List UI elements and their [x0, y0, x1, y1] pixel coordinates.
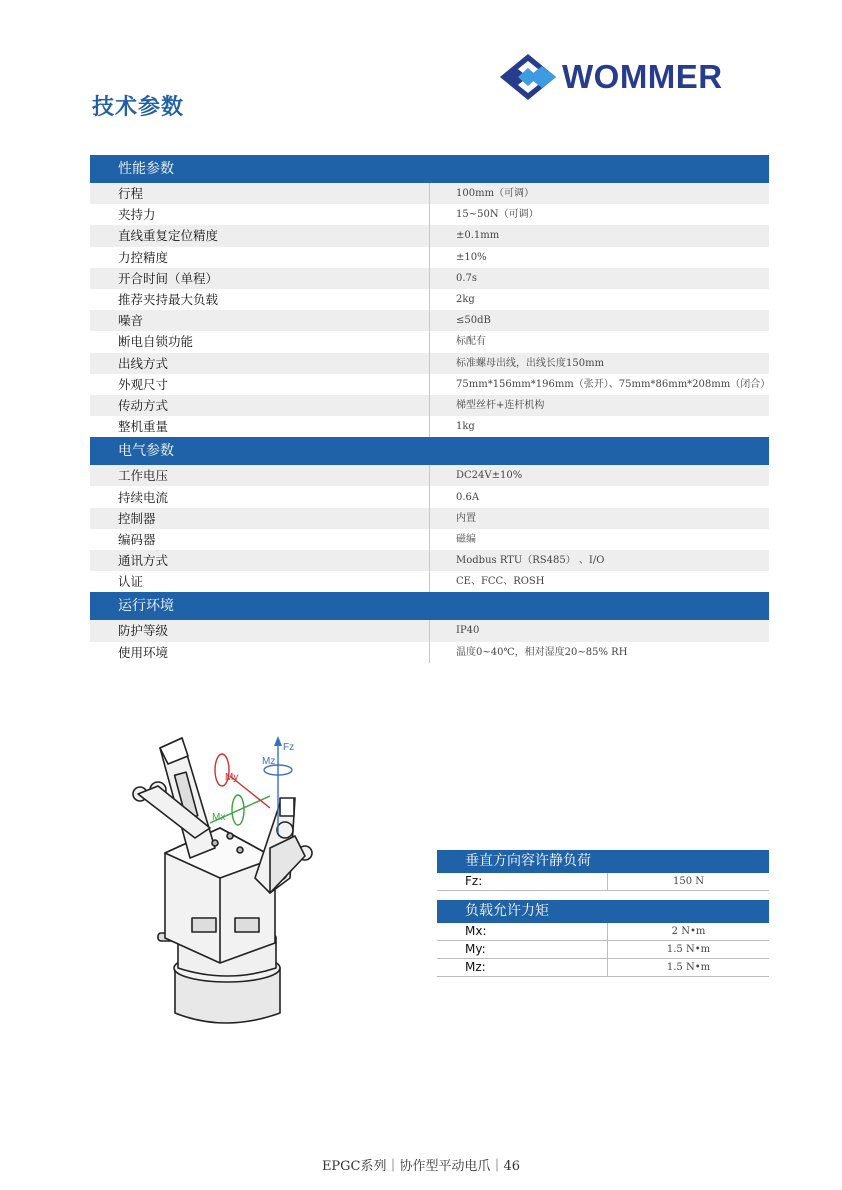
table-row: 推荐夹持最大负载 2kg — [90, 289, 769, 310]
table-row: 工作电压 DC24V±10% — [90, 465, 769, 486]
vertical-load-header: 垂直方向容许静负荷 — [437, 850, 769, 873]
table-row: Mz: 1.5 N•m — [437, 959, 769, 977]
table-row: 外观尺寸 75mm*156mm*196mm（张开）、75mm*86mm*208mm（闭合） — [90, 374, 769, 395]
table-row: 控制器 内置 — [90, 508, 769, 529]
table-row: 直线重复定位精度 ±0.1mm — [90, 225, 769, 246]
table-row: 传动方式 梯型丝杆+连杆机构 — [90, 395, 769, 416]
logo-mark-icon — [500, 52, 556, 102]
page-footer: EPGC系列｜协作型平动电爪｜46 — [321, 1159, 521, 1174]
table-row: 力控精度 ±10% — [90, 247, 769, 268]
table-row: 断电自锁功能 标配有 — [90, 331, 769, 352]
table-row: 整机重量 1kg — [90, 416, 769, 437]
table-row: My: 1.5 N•m — [437, 941, 769, 959]
table-row: 持续电流 0.6A — [90, 486, 769, 507]
gripper-illustration — [120, 728, 420, 1038]
my-label: My — [225, 772, 239, 783]
table-row: Fz: 150 N — [437, 873, 769, 891]
spec-table — [90, 155, 769, 663]
fz-label: Fz — [283, 742, 295, 753]
table-row: 出线方式 标准螺母出线，出线长度150mm — [90, 353, 769, 374]
table-row: 通讯方式 Modbus RTU（RS485） 、I/O — [90, 550, 769, 571]
table-row: 认证 CE、FCC、ROSH — [90, 571, 769, 592]
load-table — [437, 850, 769, 977]
section-header-performance: 性能参数 — [90, 155, 769, 183]
table-row: 夹持力 15~50N（可调） — [90, 204, 769, 225]
mz-label: Mz — [262, 756, 276, 767]
page-title: 技术参数 — [92, 95, 185, 120]
moment-header: 负载允许力矩 — [437, 900, 769, 923]
section-header-electrical: 电气参数 — [90, 437, 769, 465]
table-row: 开合时间（单程） 0.7s — [90, 268, 769, 289]
table-row: 噪音 ≤50dB — [90, 310, 769, 331]
table-row: 行程 100mm（可调） — [90, 183, 769, 204]
table-row: 编码器 磁编 — [90, 529, 769, 550]
brand-name: WOMMER — [562, 58, 723, 95]
table-row: 使用环境 温度0~40℃，相对湿度20~85% RH — [90, 642, 769, 663]
table-row: Mx: 2 N•m — [437, 923, 769, 941]
mx-label: Mx — [212, 812, 226, 823]
table-row: 防护等级 IP40 — [90, 620, 769, 641]
section-header-environment: 运行环境 — [90, 592, 769, 620]
brand-logo — [500, 52, 740, 102]
